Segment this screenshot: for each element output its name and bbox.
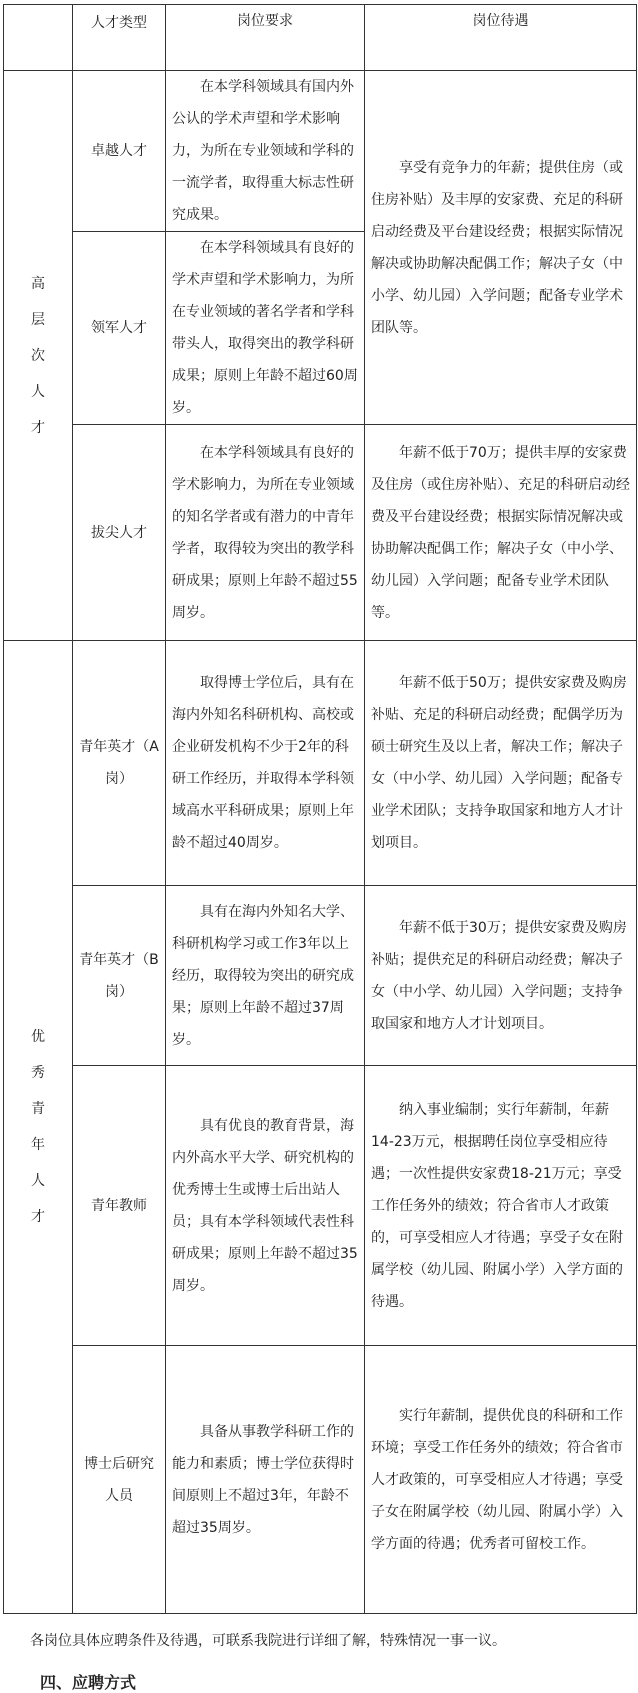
header-talent-type: 人才类型 bbox=[73, 5, 166, 71]
header-requirements: 岗位要求 bbox=[166, 5, 365, 71]
requirement-cell: 取得博士学位后，具有在海内外知名科研机构、高校或企业研发机构不少于2年的科研工作经历，并取得本学科领域高水平科研成果；原则上年龄不超过40周岁。 bbox=[166, 641, 365, 886]
table-row bbox=[4, 641, 637, 886]
talent-recruitment-table bbox=[3, 4, 637, 1614]
section-title: 四、应聘方式 bbox=[40, 1673, 137, 1692]
requirement-cell: 在本学科领域具有国内外公认的学术声望和学术影响力，为所在专业领域和学科的一流学者，取得重大标志性研究成果。 bbox=[166, 71, 365, 232]
benefit-cell: 纳入事业编制；实行年薪制，年薪14-23万元，根据聘任岗位享受相应待遇；一次性提供安家费18-21万元；享受工作任务外的绩效；符合省市人才政策的，可享受相应人才待遇；享受子女在附属学校（幼儿园、附属小学）入学方面的待遇。 bbox=[365, 1066, 637, 1346]
header-benefits: 岗位待遇 bbox=[365, 5, 637, 71]
requirement-cell: 在本学科领域具有良好的学术影响力，为所在专业领域的知名学者或有潜力的中青年学者，取得较为突出的教学科研成果；原则上年龄不超过55周岁。 bbox=[166, 425, 365, 641]
talent-type-cell: 青年教师 bbox=[73, 1066, 166, 1346]
talent-type-cell: 领军人才 bbox=[73, 232, 166, 425]
table-row bbox=[4, 71, 637, 232]
requirement-cell: 在本学科领域具有良好的学术声望和学术影响力，为所在专业领域的著名学者和学科带头人，取得突出的教学科研成果；原则上年龄不超过60周岁。 bbox=[166, 232, 365, 425]
talent-type-cell: 青年英才（A岗） bbox=[73, 641, 166, 886]
talent-type-cell: 卓越人才 bbox=[73, 71, 166, 232]
benefit-cell: 享受有竞争力的年薪；提供住房（或住房补贴）及丰厚的安家费、充足的科研启动经费及平台建设经费；根据实际情况解决或协助解决配偶工作；解决子女（中小学、幼儿园）入学问题；配备专业学术团队等。 bbox=[365, 71, 637, 425]
benefit-cell: 年薪不低于30万；提供安家费及购房补贴；提供充足的科研启动经费；解决子女（中小学、幼儿园）入学问题；支持争取国家和地方人才计划项目。 bbox=[365, 886, 637, 1066]
benefit-cell: 实行年薪制，提供优良的科研和工作环境；享受工作任务外的绩效；符合省市人才政策的，可享受相应人才待遇；享受子女在附属学校（幼儿园、附属小学）入学方面的待遇；优秀者可留校工作。 bbox=[365, 1346, 637, 1614]
benefit-cell: 年薪不低于50万；提供安家费及购房补贴、充足的科研启动经费；配偶学历为硕士研究生及以上者，解决工作；解决子女（中小学、幼儿园）入学问题；配备专业学术团队；支持争取国家和地方人才计划项目。 bbox=[365, 641, 637, 886]
category-high-level: 高 层 次 人 才 bbox=[4, 71, 73, 641]
requirement-cell: 具备从事教学科研工作的能力和素质；博士学位获得时间原则上不超过3年，年龄不超过35周岁。 bbox=[166, 1346, 365, 1614]
requirement-cell: 具有在海内外知名大学、科研机构学习或工作3年以上经历，取得较为突出的研究成果；原则上年龄不超过37周岁。 bbox=[166, 886, 365, 1066]
talent-type-cell: 拔尖人才 bbox=[73, 425, 166, 641]
talent-type-cell: 博士后研究人员 bbox=[73, 1346, 166, 1614]
table-row bbox=[4, 1066, 637, 1346]
table-header-row bbox=[4, 5, 637, 71]
header-blank-cell bbox=[4, 5, 73, 71]
table-row bbox=[4, 1346, 637, 1614]
footer-note: 各岗位具体应聘条件及待遇，可联系我院进行详细了解，特殊情况一事一议。 bbox=[30, 1633, 506, 1649]
benefit-cell: 年薪不低于70万；提供丰厚的安家费及住房（或住房补贴）、充足的科研启动经费及平台建设经费；根据实际情况解决或协助解决配偶工作；解决子女（中小学、幼儿园）入学问题；配备专业学术团队等。 bbox=[365, 425, 637, 641]
talent-type-cell: 青年英才（B岗） bbox=[73, 886, 166, 1066]
table-row bbox=[4, 425, 637, 641]
category-young-talent: 优 秀 青 年 人 才 bbox=[4, 641, 73, 1614]
requirement-cell: 具有优良的教育背景，海内外高水平大学、研究机构的优秀博士生或博士后出站人员；具有本学科领域代表性科研成果；原则上年龄不超过35周岁。 bbox=[166, 1066, 365, 1346]
table-row bbox=[4, 886, 637, 1066]
